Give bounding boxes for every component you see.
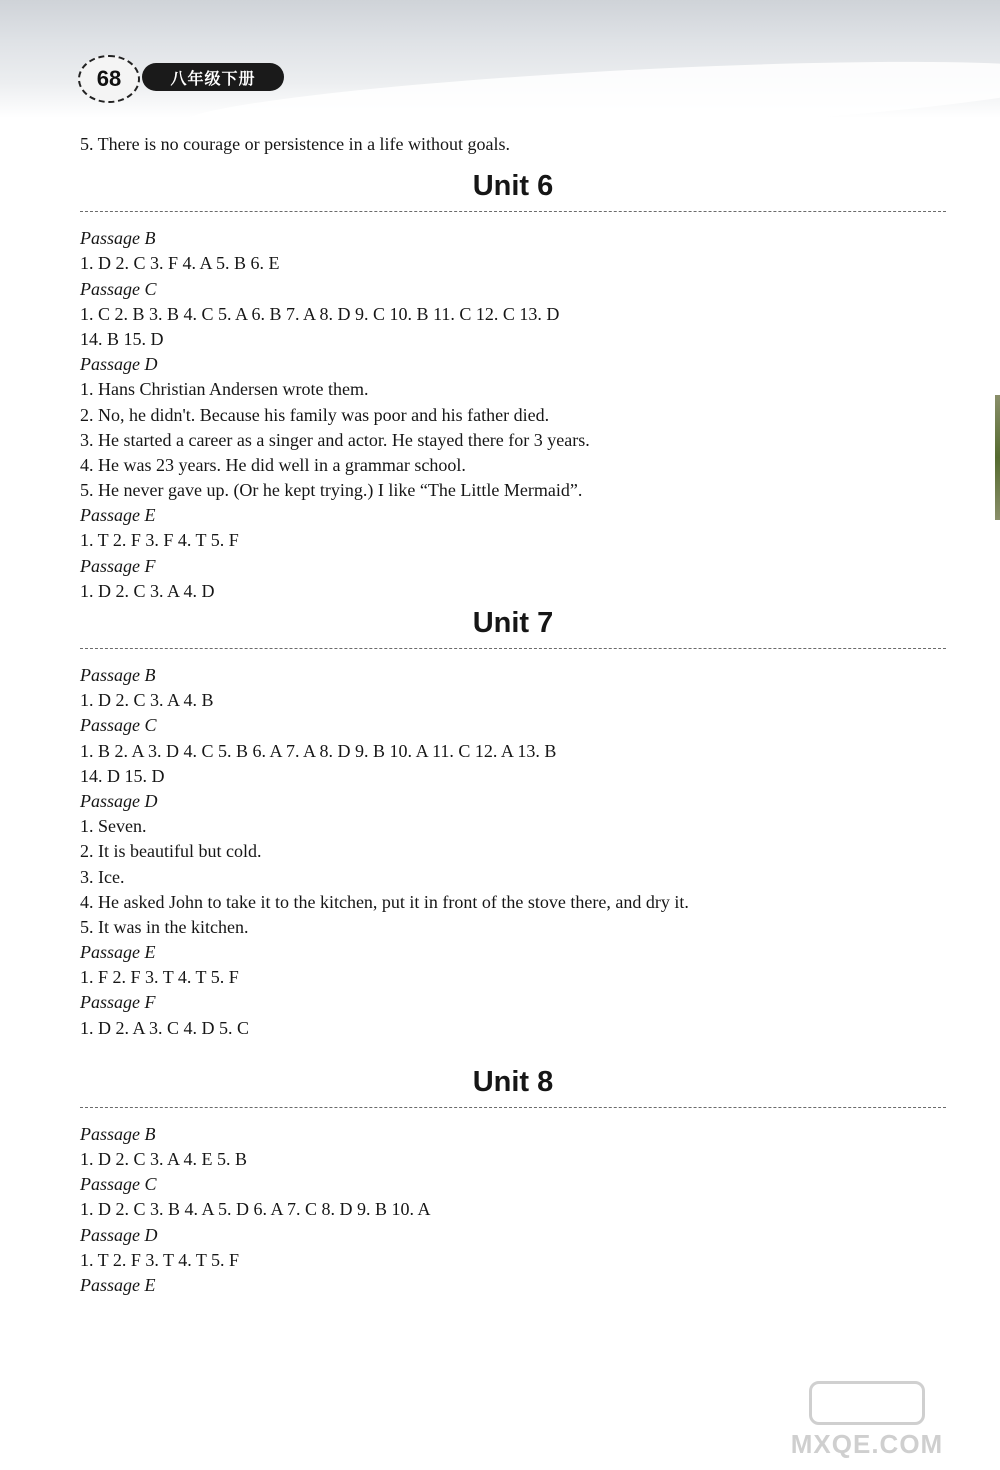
page-number-badge (78, 55, 140, 103)
header-swoosh (179, 46, 1000, 118)
answer-line: 2. No, he didn't. Because his family was poor and his father died. (80, 404, 550, 425)
passage-label: Passage D (80, 354, 158, 375)
passage-label: Passage B (80, 665, 156, 685)
answer-line: 1. Seven. (80, 816, 147, 837)
passage-label: Passage C (80, 278, 157, 299)
answer-line: 1. F 2. F 3. T 4. T 5. F (80, 967, 239, 988)
answer-line: 4. He asked John to take it to the kitchen, put it in front of the stove there, and dry it. (80, 891, 689, 912)
book-volume-tag: 八年级下册 (142, 63, 284, 91)
unit-title: Unit 6 (472, 170, 554, 203)
page-number: 68 (96, 66, 122, 91)
answer-line: 3. Ice. (80, 866, 125, 887)
passage-label: Passage E (80, 505, 156, 526)
unit-divider (80, 648, 946, 649)
answer-line: 1. C 2. B 3. B 4. C 5. A 6. B 7. A 8. D 9. C 10. B 11. C 12. C 13. D (80, 303, 560, 324)
unit-section (80, 167, 946, 604)
answer-line: 14. B 15. D (80, 328, 164, 349)
answer-line: 1. Hans Christian Andersen wrote them. (80, 379, 369, 400)
passage-label: Passage B (80, 1123, 156, 1144)
answer-line: 5. It was in the kitchen. (80, 916, 249, 937)
answer-line: 2. It is beautiful but cold. (80, 841, 262, 862)
answer-content (80, 132, 946, 1298)
answer-line: 1. T 2. F 3. F 4. T 5. F (80, 530, 239, 551)
passage-label: Passage E (80, 942, 156, 963)
passage-label: Passage B (80, 228, 156, 249)
passage-label: Passage F (80, 992, 156, 1013)
passage-label: Passage D (80, 1224, 158, 1245)
unit-divider (80, 1107, 946, 1108)
unit-divider (80, 211, 946, 212)
unit-section (80, 1063, 946, 1298)
watermark-logo (809, 1381, 925, 1425)
answer-line: 5. There is no courage or persistence in a life without goals. (80, 134, 511, 154)
watermark-text: MXQE.COM (790, 1429, 944, 1459)
passage-label: Passage C (80, 715, 157, 736)
answer-line: 14. D 15. D (80, 765, 165, 786)
answer-line: 1. D 2. C 3. A 4. B (80, 690, 214, 711)
unit-title: Unit 8 (472, 1065, 554, 1098)
header-band (0, 0, 1000, 118)
passage-label: Passage C (80, 1174, 157, 1195)
answer-line: 1. D 2. C 3. A 4. D (80, 580, 215, 601)
passage-label: Passage E (80, 1274, 156, 1295)
passage-label: Passage F (80, 555, 156, 576)
answer-line: 1. D 2. C 3. B 4. A 5. D 6. A 7. C 8. D 9. B 10. A (80, 1199, 431, 1220)
answer-line: 3. He started a career as a singer and actor. He stayed there for 3 years. (80, 429, 590, 450)
answer-line: 1. T 2. F 3. T 4. T 5. F (80, 1249, 240, 1270)
answer-line: 1. D 2. C 3. A 4. E 5. B (80, 1149, 248, 1169)
answer-line: 5. He never gave up. (Or he kept trying.) I like “The Little Mermaid”. (80, 480, 583, 501)
watermark (762, 1380, 972, 1460)
unit-title: Unit 7 (472, 607, 554, 639)
answer-line: 1. B 2. A 3. D 4. C 5. B 6. A 7. A 8. D 9. B 10. A 11. C 12. A 13. B (80, 740, 557, 761)
answer-line: 1. D 2. C 3. F 4. A 5. B 6. E (80, 253, 280, 274)
answer-line: 4. He was 23 years. He did well in a grammar school. (80, 454, 466, 475)
passage-label: Passage D (80, 790, 158, 811)
answer-line: 1. D 2. A 3. C 4. D 5. C (80, 1017, 250, 1038)
unit-section (80, 604, 946, 1041)
page-edge-mark (995, 395, 1000, 520)
